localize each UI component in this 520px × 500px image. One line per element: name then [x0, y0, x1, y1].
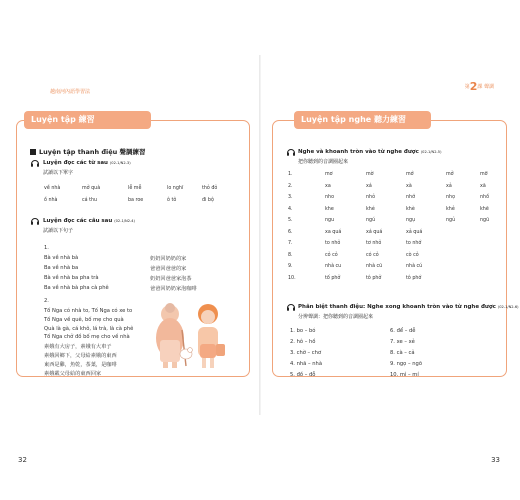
ex2-title — [298, 304, 519, 310]
item-number: 5. — [288, 218, 293, 223]
tone-pair: 7. xe – xẻ — [390, 339, 415, 345]
page-number: 33 — [491, 456, 500, 464]
lesson-mark — [465, 80, 494, 93]
tone-pair: 9. ngọ – ngõ — [390, 361, 422, 367]
headphones-icon[interactable] — [286, 302, 296, 312]
ex1-title-text: Luyện đọc các từ sau — [43, 160, 108, 166]
paragraph-line: 素娥載父母給的東西回家 — [44, 370, 102, 377]
option-cell: tố phở — [325, 275, 341, 281]
ex1-subtitle: 把你聽到的音調圈起來 — [298, 159, 349, 165]
word-cell: về nhà — [44, 186, 61, 191]
ex2-title-text: Luyện đọc các câu sau — [43, 218, 113, 224]
ex1-title — [43, 160, 131, 166]
tone-pair: 5. đồ – đỗ — [290, 372, 316, 378]
option-cell: tơ nhỏ — [366, 241, 382, 246]
item-number: 8. — [288, 252, 293, 258]
sentence-vi: Ba về nhà bà pha cà phê — [44, 285, 109, 291]
tone-pair: 2. hô – hồ — [290, 339, 316, 345]
book-gutter — [259, 55, 261, 415]
headphones-icon[interactable] — [30, 158, 40, 168]
track-code: (02-1/N2-6) — [497, 305, 519, 309]
headphones-icon[interactable] — [286, 147, 296, 157]
track-code: (02-1/N2-3) — [109, 161, 131, 165]
right-page — [262, 0, 520, 500]
item-number: 10. — [288, 275, 296, 281]
tone-pair: 8. cà – cả — [390, 350, 415, 356]
option-cell: mờ — [366, 172, 374, 177]
option-cell: tô phở — [366, 275, 382, 281]
square-bullet-icon — [30, 149, 36, 155]
ex1-title-text: Nghe và khoanh tròn vào từ nghe được — [298, 149, 419, 155]
paragraph-line: Tố Nga có nhà to, Tố Nga có xe to — [44, 308, 133, 314]
ex1-title — [298, 149, 441, 155]
option-cell: khẻ — [446, 206, 455, 212]
item-number: 2. — [288, 183, 293, 189]
lesson-mark-prefix: 第 — [464, 84, 470, 90]
option-cell: xả — [446, 183, 452, 189]
ex2-title-text: Phân biệt thanh điệu: Nghe xong khoanh tròn vào từ nghe được — [298, 304, 496, 310]
sentence-zh: 奶奶回爸爸家泡茶 — [150, 276, 192, 282]
word-cell: cá thu — [82, 198, 98, 203]
grandmother-granddaughter-illustration — [150, 300, 232, 372]
word-cell: thỏ đỏ — [202, 186, 218, 191]
paragraph-line: 素娥有大房子，素娥有大車子 — [44, 344, 112, 351]
group1-label: 1. — [44, 245, 49, 251]
track-code: (02-1/N2-5) — [420, 150, 442, 154]
paragraph-line: 素娥回鄉下，父母給素娥的東西 — [44, 353, 117, 359]
option-cell: khe — [325, 206, 334, 212]
block-heading-text: Luyện tập thanh điệu 聲調練習 — [39, 148, 146, 156]
tone-pair: 10. mì – mí — [390, 372, 419, 378]
option-cell: to nhớ — [406, 241, 422, 246]
option-cell: có cỏ — [366, 252, 379, 258]
tone-pair: 4. nhã – nhà — [290, 361, 322, 367]
option-cell: nhà cu — [325, 264, 342, 269]
group2-label: 2. — [44, 298, 49, 304]
option-cell: nhớ — [406, 195, 416, 200]
paragraph-line: Quà là gà, cá khô, lá trà, là cà phê — [44, 325, 134, 332]
option-cell: ngú — [366, 218, 376, 223]
headphones-icon[interactable] — [30, 216, 40, 226]
option-cell: tô phớ — [406, 275, 422, 281]
word-cell: ồ nhà — [44, 198, 58, 203]
option-cell: to nhỏ — [325, 241, 341, 246]
option-cell: nhỏ — [366, 195, 376, 200]
ex2-subtitle: 分辨聲調：把你聽到的音調圈起來 — [298, 314, 374, 320]
sentence-zh: 爸爸回爸爸的家 — [150, 266, 187, 272]
option-cell: xá — [366, 183, 372, 189]
option-cell: xà — [406, 183, 412, 189]
option-cell: khẽ — [480, 206, 489, 212]
option-cell: ngũ — [480, 218, 490, 223]
sentence-vi: Ba về nhà ba — [44, 265, 79, 271]
paragraph-line: Tố Nga về quê, bố mẹ cho quà — [44, 316, 124, 323]
option-cell: mở — [446, 172, 454, 177]
word-cell: ba roe — [128, 198, 144, 203]
option-cell: nhà cũ — [366, 264, 383, 269]
word-cell: đi bộ — [202, 198, 214, 203]
item-number: 9. — [288, 264, 293, 269]
option-cell: nhồ — [480, 195, 490, 200]
tone-pair: 6. để – dễ — [390, 328, 416, 334]
section-tab: Luyện tập nghe 聽力練習 — [294, 111, 431, 129]
tone-pair: 3. chờ – chơ — [290, 350, 322, 356]
option-cell: khè — [406, 206, 415, 212]
sentence-zh: 奶奶回奶奶的家 — [150, 256, 187, 262]
option-cell: cò cỏ — [406, 252, 419, 258]
option-cell: nhà cú — [406, 264, 423, 269]
word-cell: ô tô — [167, 198, 177, 203]
lesson-mark-suffix: 課 — [477, 84, 483, 90]
sentence-vi: Bà về nhà bà — [44, 255, 79, 261]
lesson-title: 聲調 — [483, 84, 494, 90]
lesson-number: 2 — [469, 80, 478, 93]
page-number: 32 — [18, 456, 27, 464]
sentence-vi: Bà về nhà ba pha trà — [44, 275, 99, 281]
option-cell: ngu — [325, 218, 335, 223]
word-cell: lo nghĩ — [167, 186, 184, 191]
option-cell: mỡ — [480, 172, 488, 177]
ex2-subtitle: 試讀以下句子 — [43, 228, 74, 234]
item-number: 1. — [288, 172, 293, 177]
running-header: 越南河內語學習法 — [50, 89, 91, 95]
option-cell: xá quá — [366, 229, 383, 235]
paragraph-line: Tố Nga chở đồ bố mẹ cho về nhà — [44, 334, 130, 341]
option-cell: ngủ — [446, 218, 456, 223]
option-cell: mớ — [406, 172, 414, 177]
left-page — [0, 0, 258, 500]
option-cell: xa quá — [325, 229, 342, 235]
option-cell: nho — [325, 195, 335, 200]
item-number: 3. — [288, 195, 293, 200]
word-cell: lễ mễ — [128, 186, 142, 191]
item-number: 7. — [288, 241, 293, 246]
track-code: (02-1/N2-4) — [114, 219, 135, 223]
item-number: 4. — [288, 206, 293, 212]
option-cell: xa — [325, 183, 331, 189]
item-number: 6. — [288, 229, 293, 235]
option-cell: khé — [366, 206, 375, 212]
ex1-subtitle: 試讀以下單字 — [43, 170, 74, 176]
sentence-zh: 爸爸回奶奶家泡咖啡 — [150, 286, 197, 292]
block-heading — [30, 147, 146, 156]
word-cell: mở quà — [82, 186, 101, 191]
option-cell: xả quá — [406, 229, 423, 235]
paragraph-line: 東西是雞，魚乾，茶葉，是咖啡 — [44, 361, 117, 368]
tone-pair: 1. bo – bó — [290, 328, 316, 334]
option-cell: nhọ — [446, 195, 456, 200]
option-cell: cỏ cỏ — [325, 252, 338, 258]
section-tab: Luyện tập 練習 — [24, 111, 151, 129]
option-cell: xã — [480, 183, 486, 189]
ex2-title — [43, 218, 135, 224]
option-cell: ngụ — [406, 218, 416, 223]
option-cell: mơ — [325, 172, 333, 177]
